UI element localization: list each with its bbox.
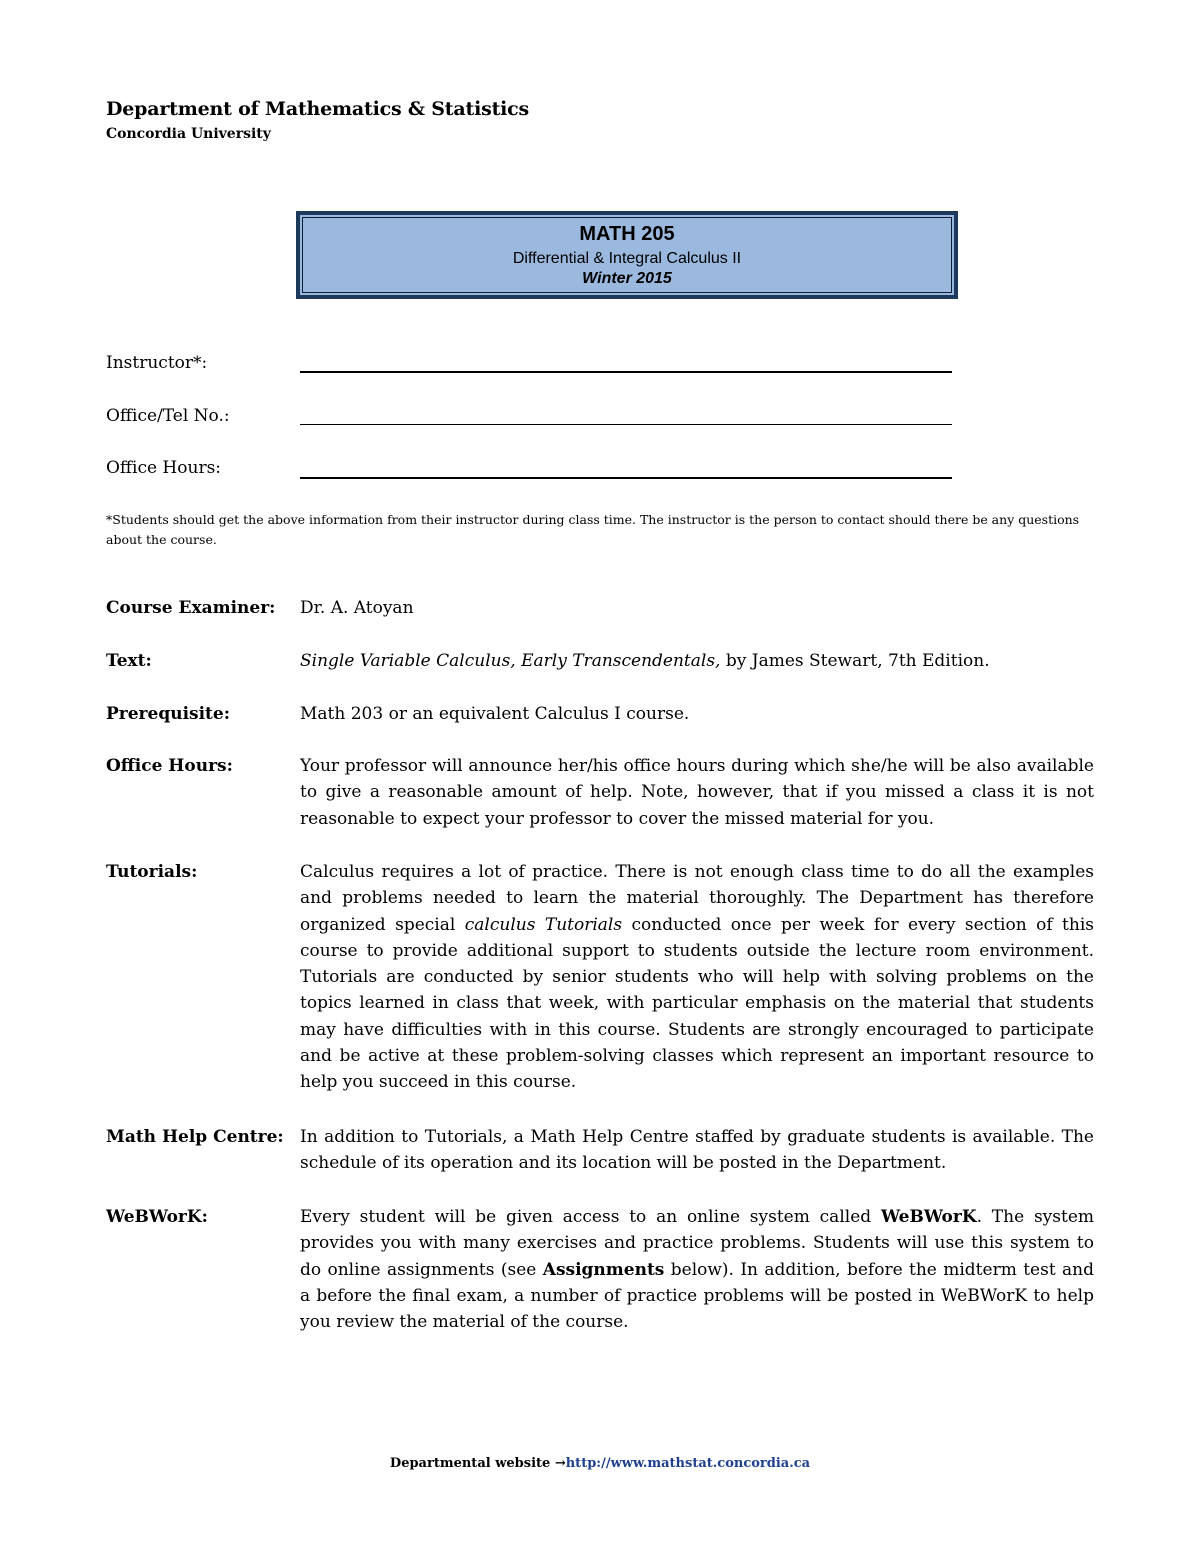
office-tel-label: Office/Tel No.: bbox=[106, 406, 230, 426]
course-title-box bbox=[296, 211, 958, 299]
course-title-box-inner-border bbox=[302, 217, 952, 293]
course-term: Winter 2015 bbox=[582, 270, 672, 287]
university-name: Concordia University bbox=[106, 126, 271, 142]
office-hours-section-text: Your professor will announce her/his office hours during which she/he will be also available to give a reasonable amount of help. Note, however, that if you missed a class it is not reasonable to expect your professor to cover the missed material for you. bbox=[300, 756, 1094, 829]
textbook-title: Single Variable Calculus, Early Transcendentals, bbox=[300, 651, 721, 671]
prerequisite-value: Math 203 or an equivalent Calculus I course. bbox=[300, 704, 690, 724]
arrow-icon: → bbox=[554, 1456, 566, 1471]
webwork-text-part3: below). In addition, before the midterm test and a before the final exam, a number of practice problems will be posted in WeBWorK to help you review the material of the course. bbox=[300, 1259, 1094, 1333]
math-help-centre-text: In addition to Tutorials, a Math Help Centre staffed by graduate students is available. The schedule of its operation and its location will be posted in the Department. bbox=[300, 1127, 1094, 1174]
tutorials-text-part1: Calculus requires a lot of practice. There is not enough class time to do all the examples and problems needed to learn the material thoroughly. The Department has therefore organized special bbox=[300, 862, 1094, 935]
tutorials-label: Tutorials: bbox=[106, 862, 198, 882]
assignments-bold: Assignments bbox=[542, 1259, 665, 1280]
tutorials-text bbox=[300, 859, 1094, 1096]
course-examiner-label: Course Examiner: bbox=[106, 598, 276, 618]
department-website-link[interactable]: http://www.mathstat.concordia.ca bbox=[565, 1456, 811, 1471]
course-code: MATH 205 bbox=[579, 223, 675, 245]
text-value bbox=[300, 648, 1094, 674]
department-title: Department of Mathematics & Statistics bbox=[106, 98, 530, 120]
textbook-author: by James Stewart, 7th Edition. bbox=[720, 651, 990, 671]
course-name: Differential & Integral Calculus II bbox=[512, 250, 742, 267]
math-help-centre-label: Math Help Centre: bbox=[106, 1127, 284, 1147]
webwork-text-part1: Every student will be given access to an online system called bbox=[300, 1207, 881, 1227]
office-tel-blank-line bbox=[300, 424, 952, 425]
instructor-label: Instructor*: bbox=[106, 353, 208, 373]
webwork-label: WeBWorK: bbox=[106, 1207, 208, 1227]
footer bbox=[0, 1456, 1200, 1471]
students-note: *Students should get the above information from their instructor during class time. The instructor is the person to contact should there be any questions about the course. bbox=[106, 512, 1080, 547]
text-label: Text: bbox=[106, 651, 152, 671]
webwork-bold-name: WeBWorK bbox=[880, 1207, 977, 1227]
footer-label: Departmental website bbox=[389, 1456, 555, 1471]
webwork-text bbox=[300, 1204, 1094, 1335]
office-hours-label: Office Hours: bbox=[106, 458, 222, 478]
webwork-text-part2: . The system provides you with many exercises and practice problems. Students will use this system to do online assignments (see bbox=[300, 1207, 1095, 1280]
office-hours-section-label: Office Hours: bbox=[106, 756, 233, 776]
instructor-blank-line bbox=[300, 371, 952, 373]
prerequisite-label: Prerequisite: bbox=[106, 704, 231, 724]
course-examiner-value: Dr. A. Atoyan bbox=[300, 598, 414, 618]
tutorials-emphasis: calculus Tutorials bbox=[464, 914, 623, 935]
office-hours-blank-line bbox=[300, 477, 952, 479]
tutorials-text-part2: conducted once per week for every section of this course to provide additional support to students outside the lecture room environment. Tutorials are conducted by senior students who will help with solving problems on the topics learned in class that week, with particular emphasis on the material that students may have difficulties with in this course. Students are strongly encouraged to participate and be active at these problem-solving classes which represent an important resource to help you succeed in this course. bbox=[300, 914, 1095, 1093]
